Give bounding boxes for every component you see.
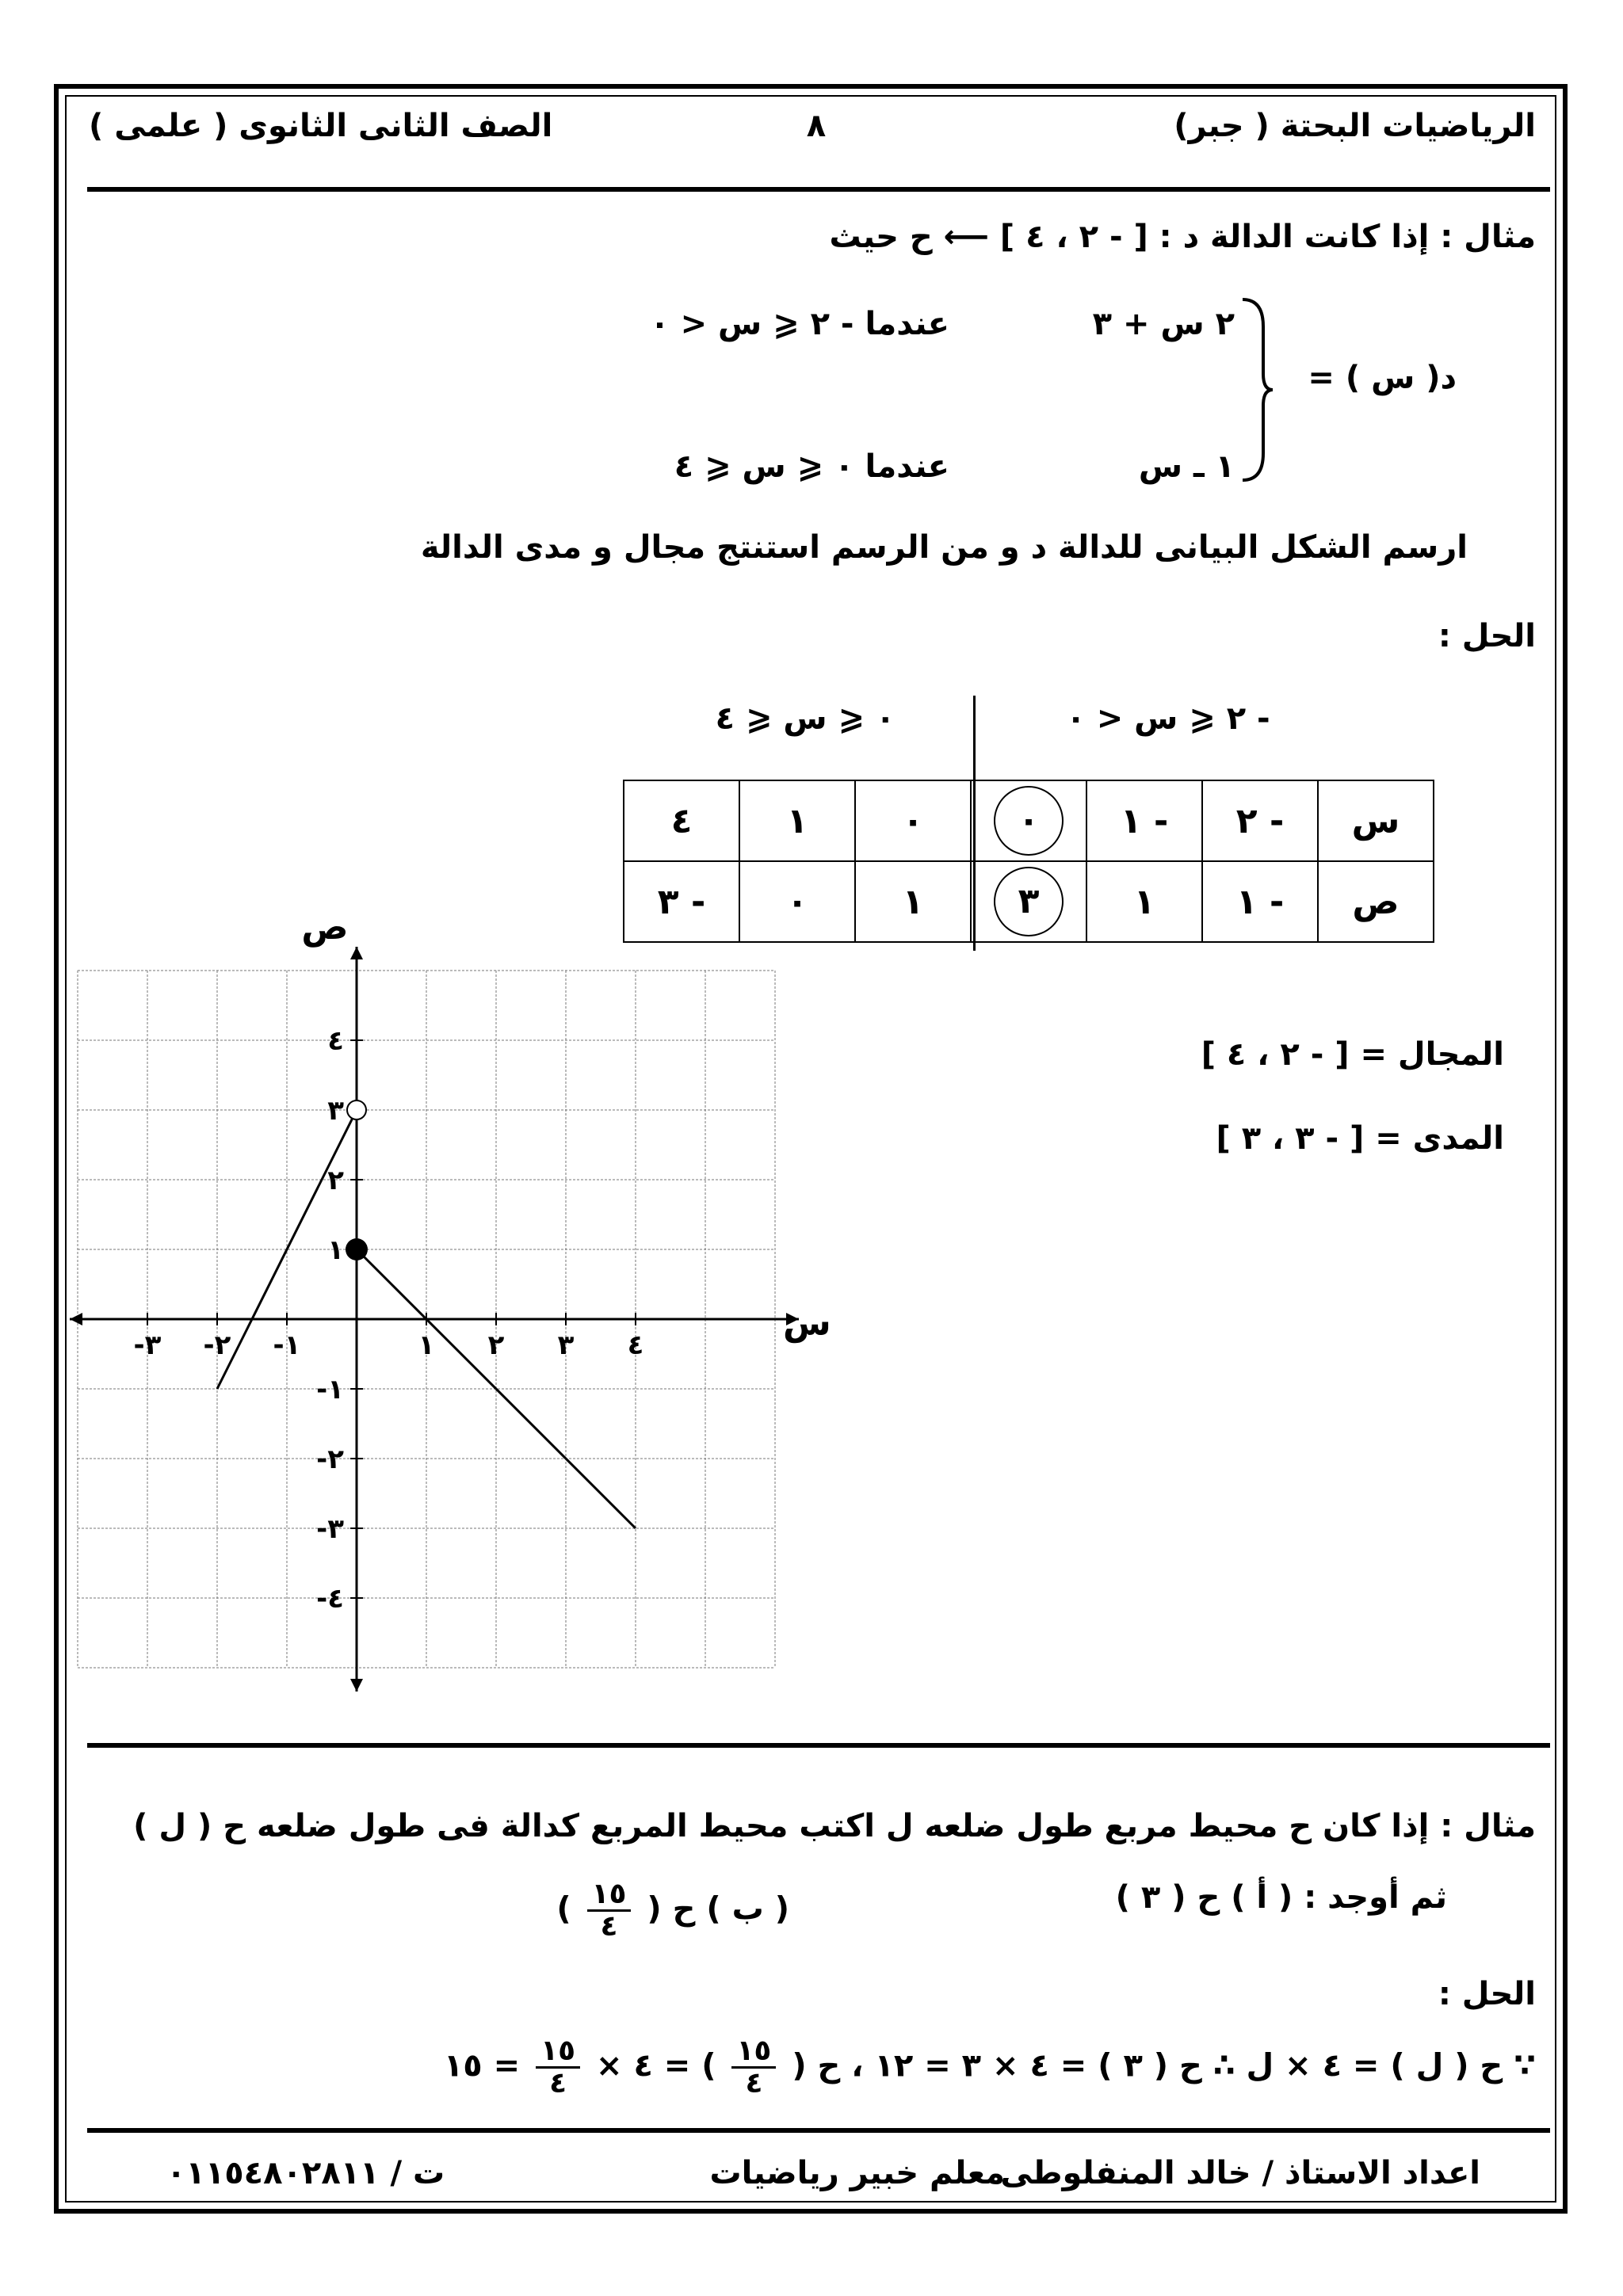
- y-tick-label: -٣: [316, 1513, 344, 1545]
- function-lhs: د( س ) =: [1308, 360, 1457, 396]
- table-cell: ٤: [624, 780, 739, 861]
- x-tick-label: ١: [418, 1329, 435, 1361]
- footer-role: معلم خبير رياضيات: [709, 2155, 1005, 2191]
- page-number: ٨: [806, 108, 827, 144]
- open-endpoint: [347, 1100, 366, 1119]
- fraction-numerator: ١٥: [587, 1879, 632, 1912]
- table-cell: - ٣: [624, 861, 739, 942]
- domain-text: المجال = [ - ٢ ، ٤ ]: [1201, 1036, 1504, 1073]
- section-rule: [87, 1743, 1550, 1748]
- x-axis-arrow-left: [70, 1313, 82, 1325]
- case1-condition: عندما - ٢ ⩽ س < ٠: [650, 306, 949, 342]
- y-axis-arrow-bottom: [350, 1679, 363, 1691]
- table-cell: - ١: [1202, 861, 1318, 942]
- y-tick-label: ٢: [327, 1165, 344, 1196]
- y-axis-arrow-top: [350, 947, 363, 959]
- fraction-denominator: ٤: [745, 2066, 763, 2100]
- instruction-text: ارسم الشكل البيانى للدالة د و من الرسم استنتج مجال و مدى الدالة: [420, 529, 1468, 566]
- x-tick-label: -٣: [133, 1329, 162, 1361]
- y-tick-label: -١: [316, 1374, 344, 1405]
- range-text: المدى = [ - ٣ ، ٣ ]: [1216, 1120, 1504, 1157]
- footer-phone: ت / ٠١١٥٤٨٠٢٨١١: [166, 2155, 445, 2191]
- footer-rule: [87, 2128, 1550, 2133]
- function-graph: [63, 907, 831, 1727]
- footer-author: اعداد الاستاذ / خالد المنفلوطى: [1000, 2155, 1480, 2191]
- table-cell-circled: [971, 780, 1086, 861]
- fraction-numerator: ١٥: [536, 2036, 580, 2069]
- y-tick-label: ٤: [327, 1025, 344, 1057]
- case2-expression: ١ ـ س: [1138, 448, 1235, 485]
- table-header-negative: - ٢ ⩽ س < ٠: [1066, 700, 1270, 737]
- x-tick-label: -١: [273, 1329, 301, 1361]
- find-prefix: ثم أوجد : ( أ ) ح ( ٣ ): [1115, 1879, 1447, 1916]
- case2-condition: عندما ٠ ⩽ س ⩽ ٤: [674, 448, 949, 485]
- table-cell: ٠: [855, 780, 971, 861]
- table-header-positive: ٠ ⩽ س ⩽ ٤: [715, 700, 896, 737]
- table-cell: ١: [1086, 861, 1202, 942]
- y-tick-label: ٣: [327, 1095, 344, 1127]
- table-cell: س: [1318, 780, 1434, 861]
- table-cell: - ٢: [1202, 780, 1318, 861]
- example1-question: مثال : إذا كانت الدالة د : [ - ٢ ، ٤ ] ⟵ ح حيث: [829, 219, 1536, 255]
- closed-endpoint: [346, 1238, 368, 1261]
- table-cell: ١: [739, 780, 855, 861]
- y-tick-label: -٤: [316, 1583, 344, 1615]
- x-axis-label: س: [783, 1303, 831, 1344]
- fraction-15-4: [536, 2036, 580, 2099]
- table-cell-circled: [971, 861, 1086, 942]
- solution-label-1: الحل :: [1438, 618, 1536, 654]
- table-cell: ص: [1318, 861, 1434, 942]
- y-axis-label: ص: [301, 907, 349, 948]
- fraction-denominator: ٤: [600, 1909, 618, 1943]
- table-cell: - ١: [1086, 780, 1202, 861]
- find-b-close: ): [556, 1890, 571, 1928]
- circled-value: ٠: [994, 786, 1064, 856]
- solution-label-2: الحل :: [1438, 1976, 1536, 2012]
- table-row-x: [624, 780, 1434, 861]
- x-tick-label: ٢: [487, 1329, 505, 1361]
- header-title: الرياضيات البحتة ( جبر): [1174, 108, 1536, 144]
- x-tick-label: ٣: [557, 1329, 575, 1361]
- y-tick-label: -٢: [316, 1444, 344, 1475]
- fraction-15-4: [587, 1879, 632, 1942]
- grade-label: الصف الثانى الثانوى ( علمى ): [89, 108, 553, 144]
- x-tick-label: ٤: [627, 1329, 644, 1361]
- solution-part-b: ) = ٤ ×: [595, 2047, 716, 2084]
- case1-expression: ٢ س + ٣: [1092, 306, 1235, 342]
- piecewise-brace: [1236, 295, 1276, 485]
- fraction-numerator: ١٥: [731, 2036, 776, 2069]
- fraction-15-4: [731, 2036, 776, 2099]
- x-tick-label: -٢: [203, 1329, 231, 1361]
- solution-part-a: ∵ ح ( ل ) = ٤ × ل ∴ ح ( ٣ ) = ٤ × ٣ = ١٢ ، ح (: [792, 2047, 1536, 2084]
- y-tick-label: ١: [327, 1234, 344, 1266]
- table-cell: ١: [855, 861, 971, 942]
- solution-part-c: = ١٥: [443, 2047, 521, 2084]
- header-rule: [87, 187, 1550, 192]
- table-cell: ٠: [739, 861, 855, 942]
- find-b-label: ( ب ) ح (: [647, 1890, 789, 1928]
- fraction-denominator: ٤: [549, 2066, 567, 2100]
- example2-question: مثال : إذا كان ح محيط مربع طول ضلعه ل اكتب محيط المربع كدالة فى طول ضلعه ح ( ل ): [133, 1808, 1536, 1844]
- find-b: [556, 1879, 789, 1942]
- solution-line: [444, 2036, 1536, 2099]
- circled-value: ٣: [994, 867, 1064, 936]
